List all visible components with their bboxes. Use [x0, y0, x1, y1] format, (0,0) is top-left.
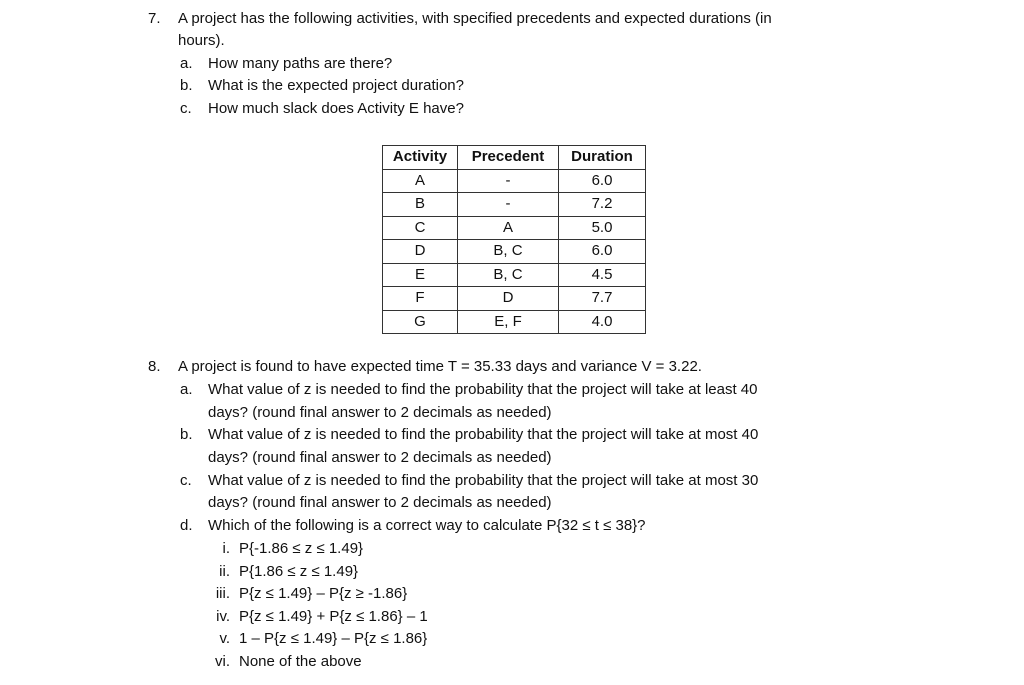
option-text: 1 – P{z ≤ 1.49} – P{z ≤ 1.86} [239, 630, 428, 647]
option-label: ii. [219, 563, 230, 580]
cell-duration: 6.0 [559, 169, 646, 193]
option-text: P{z ≤ 1.49} + P{z ≤ 1.86} – 1 [239, 608, 428, 625]
option-text: P{1.86 ≤ z ≤ 1.49} [239, 563, 359, 580]
option-label: vi. [215, 653, 230, 670]
table-row [383, 193, 646, 217]
cell-precedent: - [458, 169, 559, 193]
q8-number: 8. [148, 358, 161, 375]
option-label: i. [222, 540, 230, 557]
q8-text: A project is found to have expected time T = 35.33 days and variance V = 3.22. [178, 358, 702, 375]
option-text: P{-1.86 ≤ z ≤ 1.49} [239, 540, 364, 557]
q8d-label: d. [180, 517, 193, 534]
table-row [383, 216, 646, 240]
table-row [383, 169, 646, 193]
cell-activity: C [383, 216, 458, 240]
cell-activity: G [383, 310, 458, 334]
table-row [383, 263, 646, 287]
cell-precedent: D [458, 287, 559, 311]
table-row [383, 310, 646, 334]
q8a-label: a. [180, 381, 193, 398]
q8c-text-cont: days? (round final answer to 2 decimals as needed) [208, 494, 552, 511]
cell-duration: 5.0 [559, 216, 646, 240]
cell-activity: D [383, 240, 458, 264]
table-header-row [383, 146, 646, 170]
activity-table [382, 145, 646, 334]
q8d-text: Which of the following is a correct way to calculate P{32 ≤ t ≤ 38}? [208, 517, 646, 534]
option-label: v. [219, 630, 230, 647]
cell-duration: 4.5 [559, 263, 646, 287]
cell-precedent: - [458, 193, 559, 217]
q7b-text: What is the expected project duration? [208, 77, 464, 94]
q7-number: 7. [148, 10, 161, 27]
table-row [383, 240, 646, 264]
cell-precedent: B, C [458, 240, 559, 264]
option-label: iii. [215, 585, 230, 602]
cell-activity: F [383, 287, 458, 311]
q7-text-cont: hours). [178, 32, 225, 49]
cell-duration: 7.7 [559, 287, 646, 311]
table-row [383, 287, 646, 311]
cell-precedent: B, C [458, 263, 559, 287]
cell-duration: 6.0 [559, 240, 646, 264]
cell-duration: 4.0 [559, 310, 646, 334]
header-duration: Duration [559, 146, 646, 170]
option-text: None of the above [239, 653, 362, 670]
q7a-text: How many paths are there? [208, 55, 393, 72]
cell-precedent: E, F [458, 310, 559, 334]
q8b-text-cont: days? (round final answer to 2 decimals as needed) [208, 449, 552, 466]
cell-activity: A [383, 169, 458, 193]
header-activity: Activity [383, 146, 458, 170]
option-label: iv. [216, 608, 230, 625]
cell-duration: 7.2 [559, 193, 646, 217]
q7c-label: c. [180, 100, 192, 117]
q8b-label: b. [180, 426, 193, 443]
q8a-text-cont: days? (round final answer to 2 decimals as needed) [208, 404, 552, 421]
option-text: P{z ≤ 1.49} – P{z ≥ -1.86} [239, 585, 408, 602]
q7c-text: How much slack does Activity E have? [208, 100, 464, 117]
cell-precedent: A [458, 216, 559, 240]
q7a-label: a. [180, 55, 193, 72]
cell-activity: B [383, 193, 458, 217]
q7-text: A project has the following activities, with specified precedents and expected durations (in [178, 10, 772, 27]
q8a-text: What value of z is needed to find the probability that the project will take at least 40 [208, 381, 758, 398]
cell-activity: E [383, 263, 458, 287]
q8b-text: What value of z is needed to find the probability that the project will take at most 40 [208, 426, 759, 443]
q8c-label: c. [180, 472, 192, 489]
q8c-text: What value of z is needed to find the probability that the project will take at most 30 [208, 472, 759, 489]
header-precedent: Precedent [458, 146, 559, 170]
q7b-label: b. [180, 77, 193, 94]
